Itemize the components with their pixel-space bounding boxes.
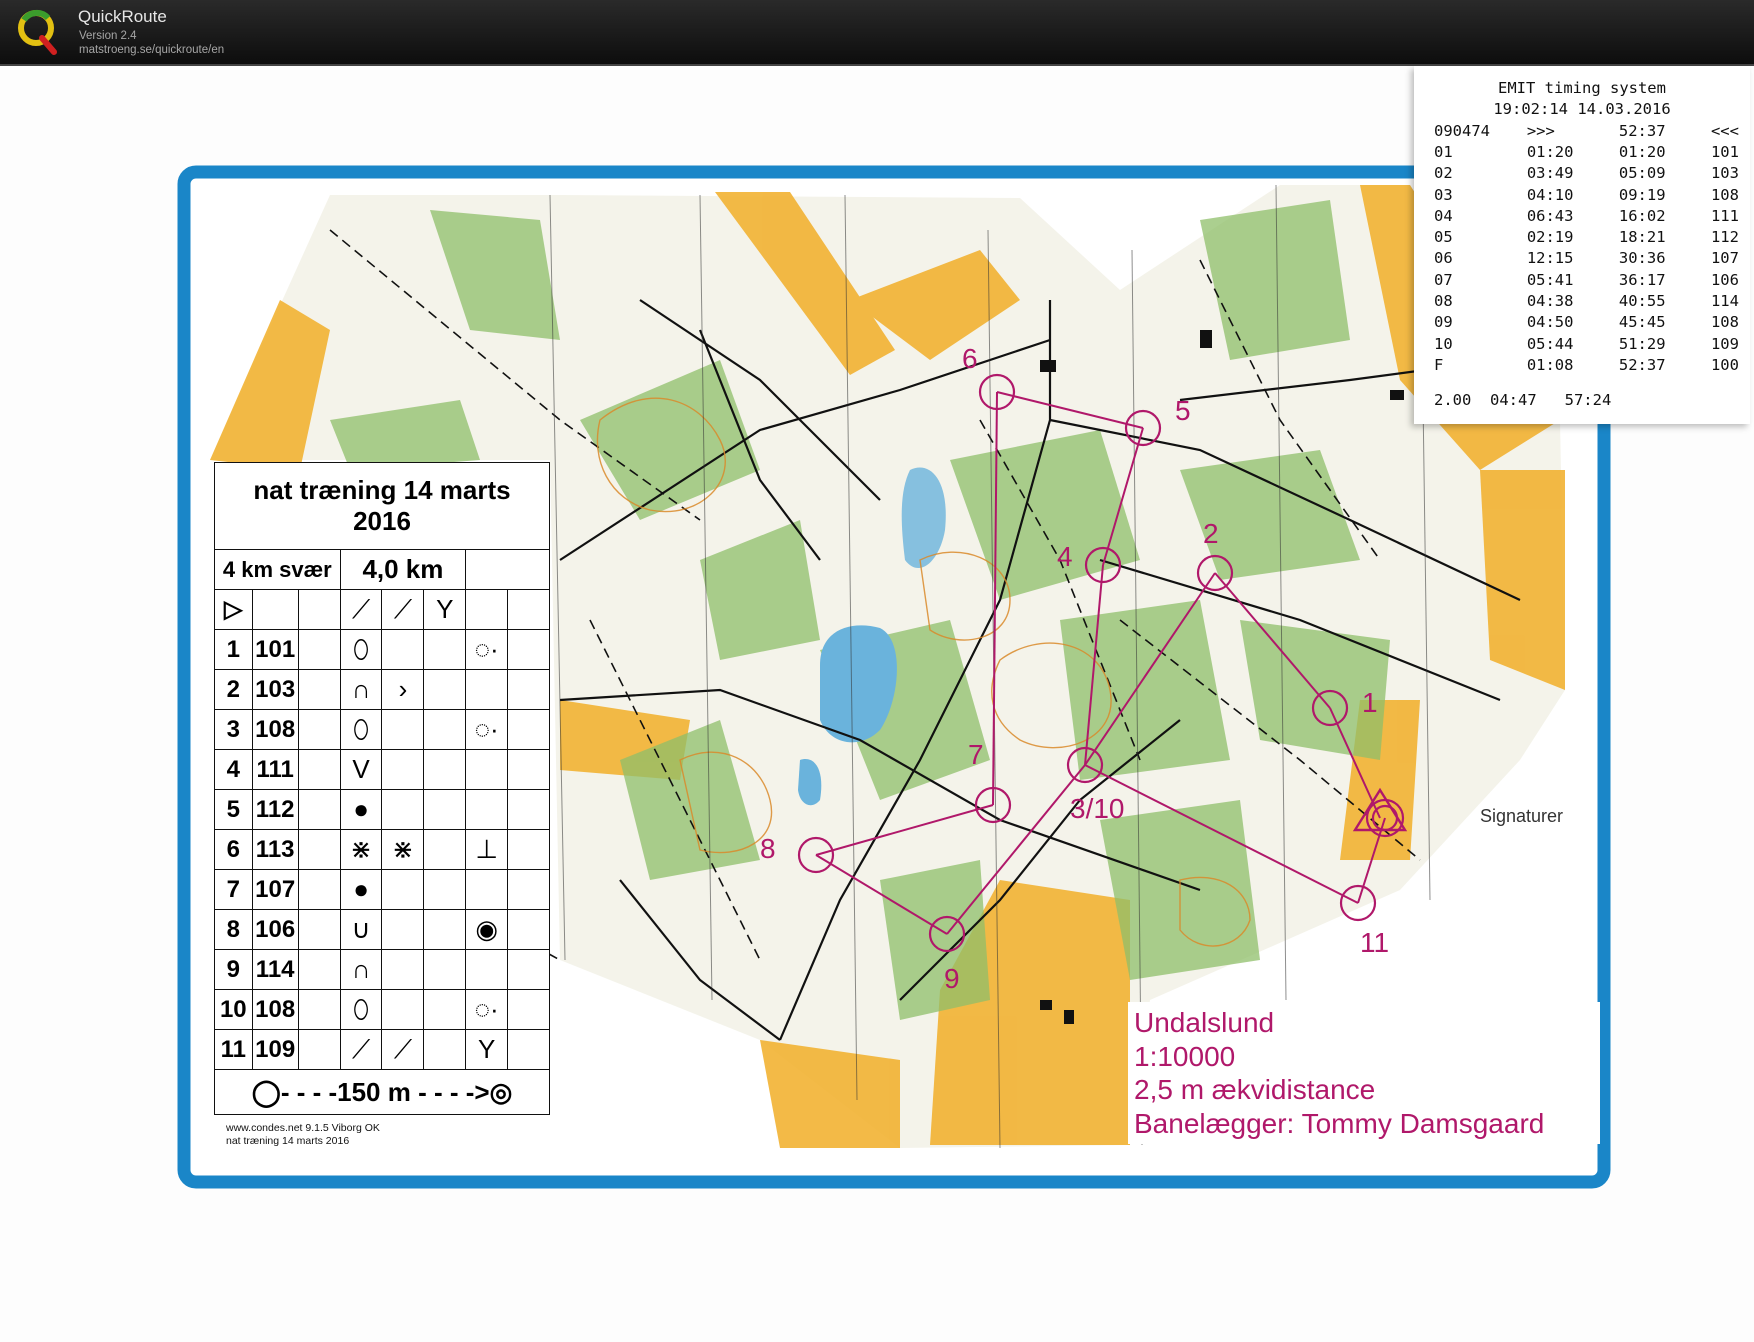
control-feature-detail: ⋇ xyxy=(382,830,424,870)
emit-cell: 40:55 xyxy=(1618,292,1666,311)
emit-cell: 06:43 xyxy=(1526,206,1574,225)
control-label-6: 6 xyxy=(962,343,978,374)
control-feature-detail: › xyxy=(382,670,424,710)
control-col-c xyxy=(298,950,340,990)
emit-row xyxy=(1434,163,1750,184)
control-feature-detail xyxy=(382,750,424,790)
control-feature-detail xyxy=(382,910,424,950)
app-url[interactable]: matstroeng.se/quickroute/en xyxy=(79,44,225,56)
control-code: 111 xyxy=(252,750,298,790)
control-col-f xyxy=(424,630,466,670)
emit-cell: 04:50 xyxy=(1526,313,1574,332)
control-col-h xyxy=(508,830,550,870)
emit-cell: 12:15 xyxy=(1526,249,1574,268)
control-feature-symbol: ⟋ xyxy=(340,1030,382,1070)
emit-cell: 09:19 xyxy=(1618,185,1666,204)
control-number: 1 xyxy=(215,630,253,670)
control-label-1: 1 xyxy=(1362,687,1378,718)
quickroute-logo-icon xyxy=(14,6,64,56)
emit-cell: 52:37 xyxy=(1618,121,1666,140)
signature-label: Signaturer xyxy=(1480,806,1564,826)
emit-cell: 01 xyxy=(1434,142,1453,161)
start-triangle-icon: ▷ xyxy=(215,590,253,630)
emit-cell: 02 xyxy=(1434,164,1453,183)
emit-cell: 101 xyxy=(1710,142,1739,161)
emit-cell: 16:02 xyxy=(1618,206,1666,225)
control-position-symbol: ◉ xyxy=(466,910,508,950)
control-col-f xyxy=(424,910,466,950)
course-length: 4,0 km xyxy=(340,550,466,590)
control-position-symbol: Y xyxy=(466,1030,508,1070)
control-col-h xyxy=(508,1030,550,1070)
control-number: 2 xyxy=(215,670,253,710)
path-crossing-icon: ⟋ xyxy=(340,590,382,630)
control-code: 107 xyxy=(252,870,298,910)
emit-cell: 106 xyxy=(1710,270,1739,289)
control-row xyxy=(215,750,550,790)
emit-cell: 01:20 xyxy=(1526,142,1574,161)
emit-cell: 04 xyxy=(1434,206,1453,225)
control-col-c xyxy=(298,790,340,830)
emit-cell: 18:21 xyxy=(1618,228,1666,247)
emit-row xyxy=(1434,141,1750,162)
map-scale: 1:10000 xyxy=(1134,1040,1236,1072)
control-number: 6 xyxy=(215,830,253,870)
emit-total: 2.00 04:47 57:24 xyxy=(1434,391,1612,409)
card-title xyxy=(215,463,550,550)
emit-row xyxy=(1434,290,1750,311)
control-code: 108 xyxy=(252,710,298,750)
control-position-symbol: ⊥ xyxy=(466,830,508,870)
path-crossing-icon: ⟋ xyxy=(382,590,424,630)
emit-cell: 45:45 xyxy=(1618,313,1666,332)
control-feature-symbol: ⬯ xyxy=(340,710,382,750)
control-label-8: 8 xyxy=(760,833,776,864)
control-col-c xyxy=(298,1030,340,1070)
card-footer xyxy=(226,1122,380,1148)
card-footer-event: nat træning 14 marts 2016 xyxy=(226,1135,350,1147)
app-title-bar xyxy=(0,0,1754,66)
card-title-line2: 2016 xyxy=(353,506,411,536)
emit-row xyxy=(1434,120,1750,141)
app-name: QuickRoute xyxy=(78,7,167,26)
control-label-5: 5 xyxy=(1175,395,1191,426)
map-contour-interval: 2,5 m ækvidistance xyxy=(1134,1074,1376,1105)
control-col-f xyxy=(424,950,466,990)
control-feature-symbol: ⋇ xyxy=(340,830,382,870)
control-label-3-10: 3/10 xyxy=(1070,793,1125,824)
emit-header-system: EMIT timing system xyxy=(1498,79,1666,97)
emit-cell: 01:20 xyxy=(1618,142,1666,161)
emit-cell: 05:09 xyxy=(1618,164,1666,183)
control-position-symbol: ◌· xyxy=(466,710,508,750)
emit-cell: 05 xyxy=(1434,228,1453,247)
emit-cell: 108 xyxy=(1710,185,1739,204)
emit-cell: 07 xyxy=(1434,270,1453,289)
emit-row xyxy=(1434,312,1750,333)
control-label-2: 2 xyxy=(1203,518,1219,549)
control-col-h xyxy=(508,870,550,910)
control-col-c xyxy=(298,910,340,950)
control-position-symbol: ◌· xyxy=(466,990,508,1030)
control-col-c xyxy=(298,670,340,710)
emit-row xyxy=(1434,354,1750,375)
emit-row xyxy=(1434,269,1750,290)
control-feature-symbol: ● xyxy=(340,870,382,910)
control-feature-symbol: ● xyxy=(340,790,382,830)
emit-cell: 02:19 xyxy=(1526,228,1574,247)
emit-cell: 109 xyxy=(1710,334,1739,353)
control-number: 11 xyxy=(215,1030,253,1070)
finish-distance-line: ◯- - - -150 m - - - ->◎ xyxy=(215,1070,550,1115)
control-rows xyxy=(215,630,550,1070)
emit-cell: F xyxy=(1434,355,1444,374)
emit-row xyxy=(1434,205,1750,226)
control-row xyxy=(215,710,550,750)
emit-cell: 107 xyxy=(1710,249,1739,268)
emit-cell: 51:29 xyxy=(1618,334,1666,353)
control-row xyxy=(215,990,550,1030)
control-row xyxy=(215,790,550,830)
control-row xyxy=(215,1030,550,1070)
emit-row xyxy=(1434,184,1750,205)
control-col-h xyxy=(508,910,550,950)
control-col-f xyxy=(424,870,466,910)
control-feature-detail xyxy=(382,950,424,990)
emit-cell: 04:38 xyxy=(1526,292,1574,311)
control-position-symbol xyxy=(466,950,508,990)
emit-cell: 100 xyxy=(1710,355,1739,374)
emit-split-table xyxy=(1434,120,1750,376)
card-title-line1: nat træning 14 marts xyxy=(253,475,511,505)
map-area-name: Undalslund xyxy=(1134,1007,1275,1038)
control-code: 114 xyxy=(252,950,298,990)
control-code: 106 xyxy=(252,910,298,950)
control-col-h xyxy=(508,670,550,710)
emit-cell: 10 xyxy=(1434,334,1453,353)
control-position-symbol xyxy=(466,790,508,830)
control-col-h xyxy=(508,990,550,1030)
control-row xyxy=(215,910,550,950)
emit-cell: 05:44 xyxy=(1526,334,1574,353)
emit-cell: 52:37 xyxy=(1618,355,1666,374)
control-description-card xyxy=(214,462,550,1115)
control-col-f xyxy=(424,670,466,710)
emit-cell: 112 xyxy=(1710,228,1739,247)
control-feature-detail xyxy=(382,870,424,910)
emit-cell: 36:17 xyxy=(1618,270,1666,289)
control-feature-symbol: ∩ xyxy=(340,950,382,990)
control-feature-symbol: ∪ xyxy=(340,910,382,950)
control-code: 109 xyxy=(252,1030,298,1070)
control-number: 9 xyxy=(215,950,253,990)
emit-cell: >>> xyxy=(1526,121,1555,140)
emit-cell: 111 xyxy=(1710,206,1739,225)
control-code: 113 xyxy=(252,830,298,870)
control-col-f xyxy=(424,1030,466,1070)
control-col-c xyxy=(298,710,340,750)
control-feature-symbol: ⬯ xyxy=(340,990,382,1030)
emit-cell: 01:08 xyxy=(1526,355,1574,374)
emit-cell: 04:10 xyxy=(1526,185,1574,204)
control-number: 3 xyxy=(215,710,253,750)
control-col-f xyxy=(424,830,466,870)
control-row xyxy=(215,630,550,670)
control-feature-detail: ⟋ xyxy=(382,1030,424,1070)
emit-cell: 103 xyxy=(1710,164,1739,183)
emit-cell: 05:41 xyxy=(1526,270,1574,289)
emit-cell: 114 xyxy=(1710,292,1739,311)
control-label-7: 7 xyxy=(968,739,984,770)
emit-cell: 03:49 xyxy=(1526,164,1574,183)
emit-cell: 08 xyxy=(1434,292,1453,311)
path-junction-icon: Y xyxy=(424,590,466,630)
control-col-c xyxy=(298,630,340,670)
control-col-h xyxy=(508,950,550,990)
control-col-c xyxy=(298,990,340,1030)
card-footer-software: www.condes.net 9.1.5 Viborg OK xyxy=(226,1122,380,1134)
control-col-h xyxy=(508,750,550,790)
control-feature-detail xyxy=(382,790,424,830)
control-number: 8 xyxy=(215,910,253,950)
map-course-setter: Banelægger: Tommy Damsgaard xyxy=(1134,1107,1545,1139)
emit-header-datetime: 19:02:14 14.03.2016 xyxy=(1493,100,1671,118)
map-info-box xyxy=(1128,1002,1600,1144)
control-feature-detail xyxy=(382,710,424,750)
control-col-f xyxy=(424,790,466,830)
control-col-f xyxy=(424,710,466,750)
control-col-h xyxy=(508,630,550,670)
control-code: 103 xyxy=(252,670,298,710)
control-number: 10 xyxy=(215,990,253,1030)
control-code: 101 xyxy=(252,630,298,670)
control-col-f xyxy=(424,990,466,1030)
control-col-c xyxy=(298,870,340,910)
control-col-h xyxy=(508,710,550,750)
control-position-symbol xyxy=(466,670,508,710)
emit-cell: 30:36 xyxy=(1618,249,1666,268)
control-row xyxy=(215,870,550,910)
start-row xyxy=(215,590,550,630)
card-header-blank xyxy=(466,550,550,590)
control-feature-symbol: V xyxy=(340,750,382,790)
emit-cell: 03 xyxy=(1434,185,1453,204)
control-col-f xyxy=(424,750,466,790)
emit-row xyxy=(1434,333,1750,354)
course-name: 4 km svær xyxy=(215,550,341,590)
control-row xyxy=(215,950,550,990)
emit-cell: 108 xyxy=(1710,313,1739,332)
emit-receipt xyxy=(1414,66,1750,424)
control-feature-detail xyxy=(382,630,424,670)
control-label-9: 9 xyxy=(944,963,960,994)
control-number: 5 xyxy=(215,790,253,830)
emit-cell: 090474 xyxy=(1434,121,1490,140)
control-number: 7 xyxy=(215,870,253,910)
control-code: 112 xyxy=(252,790,298,830)
control-feature-detail xyxy=(382,990,424,1030)
emit-row xyxy=(1434,248,1750,269)
control-col-c xyxy=(298,830,340,870)
control-row xyxy=(215,830,550,870)
control-position-symbol xyxy=(466,870,508,910)
control-number: 4 xyxy=(215,750,253,790)
control-feature-symbol: ⬯ xyxy=(340,630,382,670)
control-position-symbol xyxy=(466,750,508,790)
control-col-h xyxy=(508,790,550,830)
emit-cell: 06 xyxy=(1434,249,1453,268)
control-label-11: 11 xyxy=(1360,927,1390,958)
control-label-4: 4 xyxy=(1057,541,1073,572)
control-code: 108 xyxy=(252,990,298,1030)
control-row xyxy=(215,670,550,710)
control-feature-symbol: ∩ xyxy=(340,670,382,710)
emit-cell: <<< xyxy=(1710,121,1739,140)
control-position-symbol: ◌· xyxy=(466,630,508,670)
emit-row xyxy=(1434,226,1750,247)
control-col-c xyxy=(298,750,340,790)
emit-cell: 09 xyxy=(1434,313,1453,332)
app-version: Version 2.4 xyxy=(79,30,137,42)
